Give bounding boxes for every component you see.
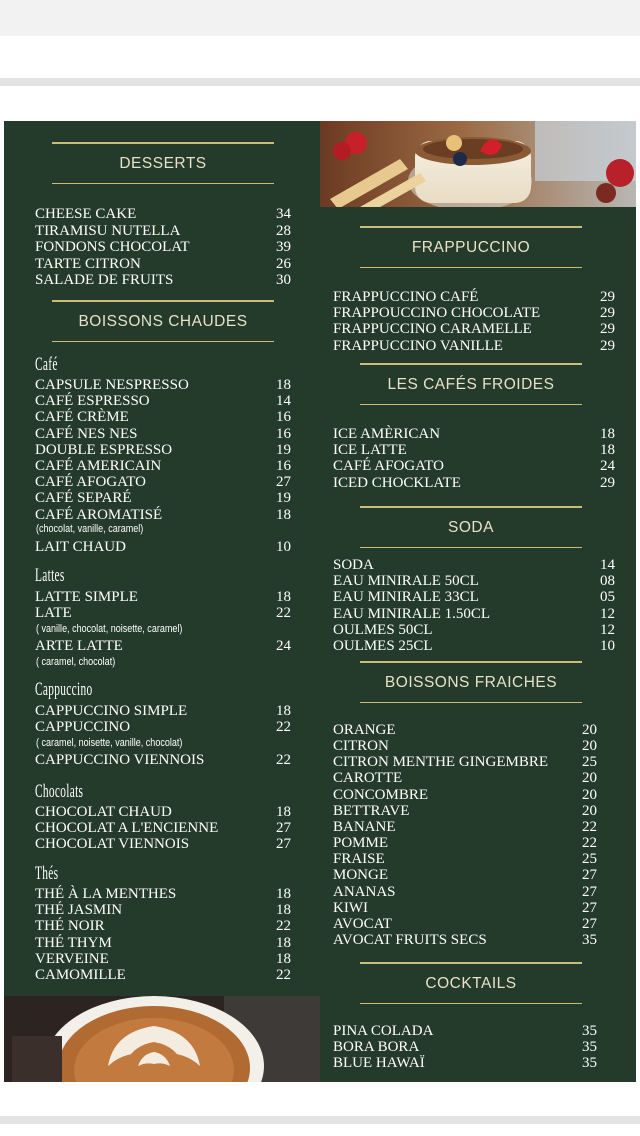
item-price: 18 xyxy=(600,442,615,459)
section-frappuccino: FRAPPUCCINO xyxy=(352,226,590,268)
item-price: 22 xyxy=(276,605,291,622)
item-price: 22 xyxy=(276,719,291,736)
item-price: 24 xyxy=(600,458,615,475)
item-name: FONDONS CHOCOLAT xyxy=(35,239,190,256)
item-price: 19 xyxy=(276,490,291,507)
item-price: 20 xyxy=(582,786,597,803)
menu-item xyxy=(333,738,597,755)
item-price: 22 xyxy=(276,918,291,935)
item-name: FRAPPUCCINO CARAMELLE xyxy=(333,321,532,338)
item-name: CONCOMBRE xyxy=(333,786,429,803)
item-name: BANANE xyxy=(333,818,396,835)
item-name: ARTE LATTE xyxy=(35,638,123,654)
item-name: ICE AMÈRICAN xyxy=(333,426,441,442)
item-name: AVOCAT xyxy=(333,915,392,932)
item-name: CAPPUCCINO VIENNOIS xyxy=(35,752,205,768)
item-price: 30 xyxy=(276,272,291,289)
menu-item xyxy=(333,474,615,491)
item-price: 10 xyxy=(600,638,615,654)
item-price: 20 xyxy=(582,770,597,787)
menu-item xyxy=(333,638,615,654)
item-name: CAPSULE NESPRESSO xyxy=(35,377,189,393)
menu-item xyxy=(35,441,291,458)
item-name: KIWI xyxy=(333,899,368,916)
menu-item xyxy=(35,836,291,853)
coffee-photo xyxy=(4,996,320,1082)
item-price: 24 xyxy=(276,638,291,654)
menu-item xyxy=(35,918,291,935)
item-price: 22 xyxy=(276,967,291,983)
item-price: 16 xyxy=(276,409,291,426)
item-price: 14 xyxy=(276,393,291,410)
item-name: EAU MINIRALE 33CL xyxy=(333,589,479,606)
item-price: 29 xyxy=(600,289,615,305)
item-price: 27 xyxy=(276,836,291,853)
item-price: 20 xyxy=(582,738,597,755)
menu-item xyxy=(333,770,597,787)
item-name: CHEESE CAKE xyxy=(35,206,137,222)
section-desserts: DESSERTS xyxy=(44,142,282,184)
menu-item xyxy=(333,426,615,442)
item-price: 35 xyxy=(582,931,597,948)
item-name: CAFÉ AFOGATO xyxy=(333,458,444,475)
section-boissons-fraiches: BOISSONS FRAICHES xyxy=(352,661,590,703)
item-name: CAFÉ CRÈME xyxy=(35,409,129,426)
item-price: 18 xyxy=(276,703,291,719)
arte-note: ( caramel, chocolat) xyxy=(36,656,116,668)
menu-item xyxy=(333,835,597,852)
item-price: 35 xyxy=(582,1023,597,1039)
item-name: SALADE DE FRUITS xyxy=(35,272,174,289)
menu-item xyxy=(35,967,291,983)
item-name: THÉ À LA MENTHES xyxy=(35,886,177,902)
item-name: CAFÉ AFOGATO xyxy=(35,474,146,491)
item-name: TIRAMISU NUTELLA xyxy=(35,222,181,239)
menu-item xyxy=(333,915,597,932)
item-price: 22 xyxy=(582,835,597,852)
menu-item xyxy=(35,425,291,442)
item-price: 28 xyxy=(276,222,291,239)
item-name: THÉ JASMIN xyxy=(35,902,123,919)
menu-item xyxy=(35,222,291,239)
menu-item xyxy=(35,474,291,491)
menu-item xyxy=(333,305,615,322)
menu-item xyxy=(35,703,291,719)
menu-item xyxy=(35,719,291,736)
item-price: 18 xyxy=(276,886,291,902)
menu-item xyxy=(333,321,615,338)
category-cafe: Café xyxy=(35,354,58,375)
menu-item xyxy=(333,867,597,884)
item-price: 27 xyxy=(276,820,291,837)
item-name: ORANGE xyxy=(333,722,396,738)
menu-item xyxy=(35,752,291,768)
item-name: POMME xyxy=(333,835,389,852)
item-price: 16 xyxy=(276,425,291,442)
menu-item xyxy=(333,883,597,900)
item-price: 35 xyxy=(582,1039,597,1056)
item-price: 39 xyxy=(276,239,291,256)
item-name: ICED CHOCKLATE xyxy=(333,474,461,491)
menu-item xyxy=(35,950,291,967)
menu-item xyxy=(35,589,291,605)
item-price: 26 xyxy=(276,255,291,272)
item-name: ANANAS xyxy=(333,883,396,900)
item-price: 19 xyxy=(276,441,291,458)
item-name: OULMES 25CL xyxy=(333,638,433,654)
item-name: CITRON xyxy=(333,738,389,755)
item-price: 25 xyxy=(582,754,597,771)
item-name: FRAPPOUCCINO CHOCOLATE xyxy=(333,305,541,322)
item-price: 34 xyxy=(276,206,291,222)
item-price: 10 xyxy=(276,539,291,555)
top-bar xyxy=(0,0,640,36)
section-soda: SODA xyxy=(352,506,590,548)
item-name: LATE xyxy=(35,605,72,622)
menu-item xyxy=(35,458,291,474)
item-name: FRAPPUCCINO VANILLE xyxy=(333,337,503,354)
item-price: 18 xyxy=(600,426,615,442)
menu-item xyxy=(35,490,291,507)
item-price: 27 xyxy=(276,474,291,491)
item-price: 05 xyxy=(600,589,615,606)
item-name: THÉ THYM xyxy=(35,934,112,951)
item-price: 12 xyxy=(600,605,615,622)
item-name: CAFÉ NES NES xyxy=(35,425,138,442)
menu-item xyxy=(333,589,615,606)
item-price: 22 xyxy=(276,752,291,768)
menu-item xyxy=(333,851,597,868)
menu-item xyxy=(35,255,291,272)
menu-item xyxy=(35,393,291,410)
item-name: EAU MINIRALE 50CL xyxy=(333,573,479,590)
item-name: BETTRAVE xyxy=(333,802,410,819)
item-price: 18 xyxy=(276,804,291,820)
item-name: VERVEINE xyxy=(35,950,109,967)
item-name: TARTE CITRON xyxy=(35,255,141,272)
cafe-note: (chocolat, vanille, caramel) xyxy=(36,523,144,535)
item-name: CHOCOLAT CHAUD xyxy=(35,804,172,820)
item-price: 25 xyxy=(582,851,597,868)
menu-item xyxy=(35,605,291,622)
category-cappuccino: Cappuccino xyxy=(35,679,93,700)
menu-item xyxy=(333,289,615,305)
item-price: 18 xyxy=(276,902,291,919)
section-cafes-froides: LES CAFÉS FROIDES xyxy=(352,363,590,405)
menu-item xyxy=(333,573,615,590)
menu-item xyxy=(35,886,291,902)
item-price: 27 xyxy=(582,883,597,900)
category-lattes: Lattes xyxy=(35,565,65,586)
item-name: CAFÉ AROMATISÉ xyxy=(35,506,163,523)
section-cocktails: COCKTAILS xyxy=(352,962,590,1004)
menu-item xyxy=(35,820,291,837)
item-price: 29 xyxy=(600,321,615,338)
item-price: 27 xyxy=(582,899,597,916)
item-price: 22 xyxy=(582,818,597,835)
item-name: EAU MINIRALE 1.50CL xyxy=(333,605,491,622)
menu-item xyxy=(35,206,291,222)
item-name: CAPPUCCINO SIMPLE xyxy=(35,703,188,719)
item-name: CAFÉ SEPARÉ xyxy=(35,490,132,507)
menu-item xyxy=(333,818,597,835)
cappuccino-note: ( caramel, noisette, vanille, chocolat) xyxy=(36,737,183,749)
menu-item xyxy=(333,754,597,771)
menu-item xyxy=(35,377,291,393)
item-name: DOUBLE ESPRESSO xyxy=(35,441,173,458)
item-price: 08 xyxy=(600,573,615,590)
item-name: SODA xyxy=(333,557,374,573)
item-name: AVOCAT FRUITS SECS xyxy=(333,931,487,948)
item-price: 20 xyxy=(582,722,597,738)
item-price: 12 xyxy=(600,621,615,638)
menu-item xyxy=(35,638,291,654)
section-boissons-chaudes: BOISSONS CHAUDES xyxy=(44,300,282,342)
item-name: THÉ NOIR xyxy=(35,918,105,935)
menu-item xyxy=(35,804,291,820)
item-price: 27 xyxy=(582,915,597,932)
menu-item xyxy=(333,621,615,638)
menu-item xyxy=(35,272,291,289)
item-price: 18 xyxy=(276,950,291,967)
item-name: CAFÉ ESPRESSO xyxy=(35,393,150,410)
item-name: CITRON MENTHE GINGEMBRE xyxy=(333,754,548,771)
item-price: 18 xyxy=(276,934,291,951)
item-name: CAFÉ AMERICAIN xyxy=(35,458,162,474)
item-name: LATTE SIMPLE xyxy=(35,589,138,605)
menu-item xyxy=(35,239,291,256)
item-name: CAMOMILLE xyxy=(35,967,126,983)
item-name: CHOCOLAT VIENNOIS xyxy=(35,836,190,853)
item-name: CHOCOLAT A L'ENCIENNE xyxy=(35,820,219,837)
dessert-photo xyxy=(320,121,636,207)
item-name: FRAPPUCCINO CAFÉ xyxy=(333,289,479,305)
menu-item xyxy=(333,899,597,916)
menu-item xyxy=(35,506,291,523)
menu-item xyxy=(333,1039,597,1056)
late-note: ( vanille, chocolat, noisette, caramel) xyxy=(36,623,183,635)
menu-item xyxy=(333,1023,597,1039)
item-price: 16 xyxy=(276,458,291,474)
item-price: 29 xyxy=(600,305,615,322)
category-thes: Thés xyxy=(35,863,59,884)
menu-item xyxy=(333,442,615,459)
item-name: LAIT CHAUD xyxy=(35,539,126,555)
menu-item xyxy=(333,458,615,475)
menu-item xyxy=(35,409,291,426)
item-price: 18 xyxy=(276,506,291,523)
menu-item xyxy=(35,539,291,555)
menu-item xyxy=(35,902,291,919)
item-price: 35 xyxy=(582,1055,597,1072)
item-price: 20 xyxy=(582,802,597,819)
item-name: BLUE HAWAÏ xyxy=(333,1055,425,1072)
item-price: 27 xyxy=(582,867,597,884)
menu-item xyxy=(333,337,615,354)
menu-panel xyxy=(4,121,636,1082)
item-price: 29 xyxy=(600,474,615,491)
menu-item xyxy=(333,786,597,803)
item-price: 18 xyxy=(276,589,291,605)
menu-item xyxy=(333,1055,597,1072)
item-name: BORA BORA xyxy=(333,1039,420,1056)
category-chocolats: Chocolats xyxy=(35,781,84,802)
item-price: 18 xyxy=(276,377,291,393)
item-price: 14 xyxy=(600,557,615,573)
item-price: 29 xyxy=(600,337,615,354)
item-name: FRAISE xyxy=(333,851,385,868)
menu-item xyxy=(35,934,291,951)
item-name: PINA COLADA xyxy=(333,1023,434,1039)
item-name: CAPPUCCINO xyxy=(35,719,131,736)
menu-item xyxy=(333,557,615,573)
menu-item xyxy=(333,802,597,819)
menu-item xyxy=(333,605,615,622)
item-name: OULMES 50CL xyxy=(333,621,433,638)
item-name: ICE LATTE xyxy=(333,442,407,459)
item-name: MONGE xyxy=(333,867,388,884)
top-divider xyxy=(0,78,640,86)
menu-item xyxy=(333,931,597,948)
item-name: CAROTTE xyxy=(333,770,403,787)
menu-item xyxy=(333,722,597,738)
bottom-divider xyxy=(0,1116,640,1124)
